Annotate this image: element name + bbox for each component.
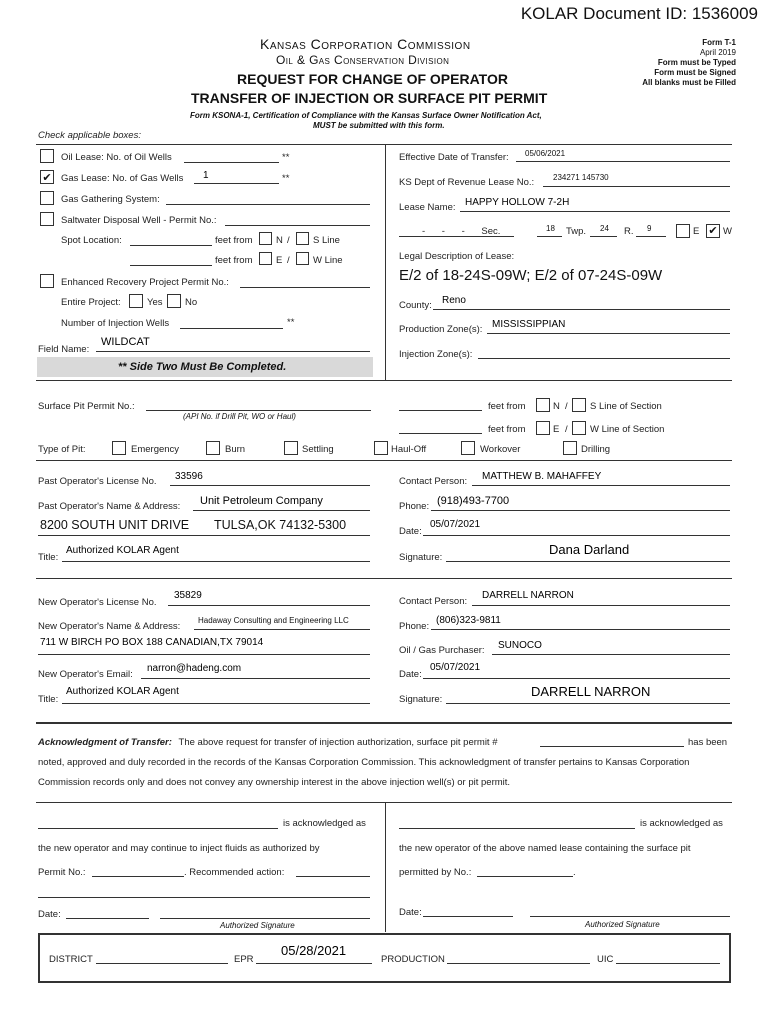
pit-ew-slash: / xyxy=(565,424,568,435)
form-subtitle-1: Form KSONA-1, Certification of Compliance with the Kansas Surface Owner Notification Act, xyxy=(190,111,542,120)
production-zone-field[interactable] xyxy=(487,333,730,334)
pit-permit-label: Surface Pit Permit No.: xyxy=(38,401,135,412)
field-name-label: Field Name: xyxy=(38,344,90,355)
footer-district-label: DISTRICT xyxy=(49,954,93,965)
footer-production-field[interactable] xyxy=(447,963,590,964)
pit-section-rule xyxy=(36,460,732,461)
oil-wells-field[interactable] xyxy=(184,162,279,163)
sec-label: - - - Sec. xyxy=(422,226,501,237)
spot-s-checkbox[interactable] xyxy=(296,232,309,245)
section-bottom-rule xyxy=(36,380,732,381)
pit-type-workover-checkbox[interactable] xyxy=(461,441,475,455)
footer-epr-date: 05/28/2021 xyxy=(281,943,347,958)
lease-name-label: Lease Name: xyxy=(399,202,456,213)
twp-label: Twp. xyxy=(566,226,587,237)
spot-e-label: E xyxy=(276,255,283,266)
past-section-rule xyxy=(36,578,732,579)
pit-e-checkbox[interactable] xyxy=(536,421,550,435)
new-name-field[interactable] xyxy=(194,629,370,630)
ack-left-permit-field[interactable] xyxy=(92,876,184,877)
gas-wells-field[interactable] xyxy=(194,183,279,184)
effective-date-label: Effective Date of Transfer: xyxy=(399,152,509,163)
spot-n-checkbox[interactable] xyxy=(259,232,272,245)
form-title-1: REQUEST FOR CHANGE OF OPERATOR xyxy=(237,71,508,87)
gas-lease-label: Gas Lease: No. of Gas Wells xyxy=(61,173,184,184)
entire-project-label: Entire Project: xyxy=(61,297,121,308)
pit-n-checkbox[interactable] xyxy=(536,398,550,412)
ack-right-period: . xyxy=(573,867,576,878)
lease-name-value: HAPPY HOLLOW 7-2H xyxy=(465,197,570,208)
ack-left-rec-action: . Recommended action: xyxy=(184,867,285,878)
new-date-field[interactable] xyxy=(423,678,730,679)
ack-divider xyxy=(385,802,386,932)
spot-n-label: N xyxy=(276,235,283,246)
range-w-label: W xyxy=(723,226,732,237)
ack-left-continue: the new operator and may continue to inject fluids as authorized by xyxy=(38,843,320,854)
ack-left-permit-label: Permit No.: xyxy=(38,867,86,878)
legal-desc-label: Legal Description of Lease: xyxy=(399,251,515,262)
new-email-value: narron@hadeng.com xyxy=(147,663,242,674)
new-email-label: New Operator's Email: xyxy=(38,669,133,680)
ack-left-rec-action-field[interactable] xyxy=(296,876,370,877)
new-contact-label: Contact Person: xyxy=(399,596,468,607)
past-date-label: Date: xyxy=(399,526,422,537)
pit-type-settling-label: Settling xyxy=(302,444,334,455)
range-label: R. xyxy=(624,226,634,237)
new-name-label: New Operator's Name & Address: xyxy=(38,621,181,632)
pit-type-hauloff-checkbox[interactable] xyxy=(374,441,388,455)
ack-right-date-label: Date: xyxy=(399,907,422,918)
pit-type-emergency-checkbox[interactable] xyxy=(112,441,126,455)
new-title-label: Title: xyxy=(38,694,59,705)
county-field[interactable] xyxy=(433,309,730,310)
pit-type-settling-checkbox[interactable] xyxy=(284,441,298,455)
lease-name-field[interactable] xyxy=(460,211,730,212)
form-note-typed: Form must be Typed xyxy=(657,58,736,67)
ack-left-auth-sig: Authorized Signature xyxy=(220,921,295,930)
new-purchaser-label: Oil / Gas Purchaser: xyxy=(399,645,485,656)
pit-s-label: S Line of Section xyxy=(590,401,662,412)
new-signature-field[interactable] xyxy=(446,703,730,704)
pit-type-burn-checkbox[interactable] xyxy=(206,441,220,455)
twp-field[interactable] xyxy=(590,236,617,237)
pit-ew-feet-field[interactable] xyxy=(399,433,482,434)
injection-zone-field[interactable] xyxy=(478,358,730,359)
effective-date-field[interactable] xyxy=(516,161,730,162)
spot-ew-feet-field[interactable] xyxy=(130,265,212,266)
footer-uic-field[interactable] xyxy=(616,963,720,964)
ack-pit-permit-field[interactable] xyxy=(540,746,684,747)
range-value: 9 xyxy=(647,224,652,233)
range-field[interactable] xyxy=(636,236,666,237)
new-date-value: 05/07/2021 xyxy=(430,662,481,673)
past-title-field[interactable] xyxy=(62,561,370,562)
pit-n-label: N xyxy=(553,401,560,412)
section-top-rule xyxy=(36,144,732,145)
oil-lease-label: Oil Lease: No. of Oil Wells xyxy=(61,152,172,163)
ack-right-signature-field[interactable] xyxy=(530,916,730,917)
num-injection-wells-label: Number of Injection Wells xyxy=(61,318,170,329)
past-address-line1: 8200 SOUTH UNIT DRIVE xyxy=(40,518,190,532)
past-name-field[interactable] xyxy=(193,510,370,511)
pit-type-hauloff-label: Haul-Off xyxy=(391,444,427,455)
oil-lease-checkbox[interactable] xyxy=(40,149,54,163)
entire-project-yes-label: Yes xyxy=(147,297,163,308)
pit-feet-from-ew: feet from xyxy=(488,424,526,435)
past-title-label: Title: xyxy=(38,552,59,563)
ack-left-signature-field[interactable] xyxy=(160,918,370,919)
new-contact-field[interactable] xyxy=(472,605,730,606)
spot-feet-from-ns: feet from xyxy=(215,235,253,246)
ks-lease-value: 234271 145730 xyxy=(553,173,609,182)
new-phone-value: (806)323-9811 xyxy=(436,615,501,626)
spot-ew-slash: / xyxy=(287,255,290,266)
section-divider xyxy=(385,144,386,380)
ack-heading: Acknowledgment of Transfer: xyxy=(38,737,172,748)
gas-gathering-checkbox[interactable] xyxy=(40,191,54,205)
spot-s-label: S Line xyxy=(313,235,340,246)
ack-right-permitted-by: permitted by No.: xyxy=(399,867,472,878)
past-license-label: Past Operator's License No. xyxy=(38,476,157,487)
past-contact-value: MATTHEW B. MAHAFFEY xyxy=(482,471,602,482)
county-value: Reno xyxy=(442,295,466,306)
epr-label: Enhanced Recovery Project Permit No.: xyxy=(61,277,229,288)
ack-text-1: The above request for transfer of injection authorization, surface pit permit # xyxy=(178,737,498,748)
pit-api-note: (API No. if Drill Pit, WO or Haul) xyxy=(183,412,296,421)
range-e-checkbox[interactable] xyxy=(676,224,690,238)
new-purchaser-field[interactable] xyxy=(492,654,730,655)
new-date-label: Date: xyxy=(399,669,422,680)
pit-type-drilling-checkbox[interactable] xyxy=(563,441,577,455)
gas-wells-suffix: ** xyxy=(282,173,290,184)
ack-text-2: noted, approved and duly recorded in the records of the Kansas Corporation Commission. This acknowledgment of transfer pertains to Kansas Corporation xyxy=(38,757,690,768)
pit-type-label: Type of Pit: xyxy=(38,444,86,455)
ack-left-date-label: Date: xyxy=(38,909,61,920)
ack-left-blank-line[interactable] xyxy=(38,897,370,898)
oil-wells-suffix: ** xyxy=(282,152,290,163)
past-signature-field[interactable] xyxy=(446,561,730,562)
footer-epr-label: EPR xyxy=(234,954,254,965)
ack-left-operator-field[interactable] xyxy=(38,828,278,829)
past-phone-label: Phone: xyxy=(399,501,430,512)
production-zone-value: MISSISSIPPIAN xyxy=(492,319,566,330)
past-phone-field[interactable] xyxy=(431,510,730,511)
new-license-value: 35829 xyxy=(174,590,202,601)
past-date-field[interactable] xyxy=(423,535,730,536)
ack-right-auth-sig: Authorized Signature xyxy=(585,920,660,929)
spot-w-checkbox[interactable] xyxy=(296,252,309,265)
spot-ns-slash: / xyxy=(287,235,290,246)
entire-project-no-label: No xyxy=(185,297,198,308)
new-address-value: 711 W BIRCH PO BOX 188 CANADIAN,TX 79014 xyxy=(40,637,264,648)
pit-ns-slash: / xyxy=(565,401,568,412)
new-title-value: Authorized KOLAR Agent xyxy=(66,686,179,697)
form-title-2: TRANSFER OF INJECTION OR SURFACE PIT PERMIT xyxy=(191,90,548,106)
new-license-label: New Operator's License No. xyxy=(38,597,157,608)
past-address-line2: TULSA,OK 74132-5300 xyxy=(214,518,347,532)
range-e-label: E xyxy=(693,226,700,237)
spot-ns-feet-field[interactable] xyxy=(130,245,212,246)
new-phone-label: Phone: xyxy=(399,621,430,632)
check-boxes-label: Check applicable boxes: xyxy=(38,130,141,141)
form-note-signed: Form must be Signed xyxy=(654,68,736,77)
injection-zone-label: Injection Zone(s): xyxy=(399,349,473,360)
entire-project-yes-checkbox[interactable] xyxy=(129,294,143,308)
past-phone-value: (918)493-7700 xyxy=(437,495,510,507)
field-name-value: WILDCAT xyxy=(101,336,150,348)
pit-permit-field[interactable] xyxy=(146,410,371,411)
spot-e-checkbox[interactable] xyxy=(259,252,272,265)
epr-checkbox[interactable] xyxy=(40,274,54,288)
form-note-filled: All blanks must be Filled xyxy=(642,78,736,87)
document-id: KOLAR Document ID: 1536009 xyxy=(520,4,758,23)
past-contact-label: Contact Person: xyxy=(399,476,468,487)
num-injection-wells-field[interactable] xyxy=(180,328,283,329)
footer-uic-label: UIC xyxy=(597,954,614,965)
ack-right-is-ack: is acknowledged as xyxy=(640,818,723,829)
epr-permit-field[interactable] xyxy=(240,287,370,288)
pit-feet-from-ns: feet from xyxy=(488,401,526,412)
footer-production-label: PRODUCTION xyxy=(381,954,445,965)
gas-gathering-field[interactable] xyxy=(166,204,370,205)
past-contact-field[interactable] xyxy=(472,485,730,486)
pit-w-checkbox[interactable] xyxy=(572,421,586,435)
production-zone-label: Production Zone(s): xyxy=(399,324,483,335)
field-name-field[interactable] xyxy=(96,351,370,352)
gas-wells-value: 1 xyxy=(203,170,209,181)
spot-feet-from-ew: feet from xyxy=(215,255,253,266)
swd-checkbox[interactable] xyxy=(40,212,54,226)
past-address-field[interactable] xyxy=(38,535,370,536)
new-signature-value: DARRELL NARRON xyxy=(531,684,651,699)
ack-left-is-ack: is acknowledged as xyxy=(283,818,366,829)
past-title-value: Authorized KOLAR Agent xyxy=(66,545,179,556)
sec-value: 18 xyxy=(546,224,555,233)
spot-w-label: W Line xyxy=(313,255,343,266)
org-name: Kansas Corporation Commission xyxy=(260,36,471,52)
past-license-value: 33596 xyxy=(175,471,203,482)
past-name-label: Past Operator's Name & Address: xyxy=(38,501,181,512)
new-signature-label: Signature: xyxy=(399,694,443,705)
ack-left-date-field[interactable] xyxy=(66,918,149,919)
past-date-value: 05/07/2021 xyxy=(430,519,481,530)
gas-gathering-label: Gas Gathering System: xyxy=(61,194,160,205)
pit-e-label: E xyxy=(553,424,560,435)
county-label: County: xyxy=(399,300,432,311)
ack-text-3: Commission records only and does not convey any ownership interest in the above injection well(s) or pit permit. xyxy=(38,777,511,788)
pit-type-emergency-label: Emergency xyxy=(131,444,180,455)
side-two-note: ** Side Two Must Be Completed. xyxy=(118,361,287,373)
pit-type-workover-label: Workover xyxy=(480,444,521,455)
spot-location-label: Spot Location: xyxy=(61,235,122,246)
new-purchaser-value: SUNOCO xyxy=(498,640,542,651)
effective-date-value: 05/06/2021 xyxy=(525,149,566,158)
legal-desc-value: E/2 of 18-24S-09W; E/2 of 07-24S-09W xyxy=(399,267,663,284)
pit-ns-feet-field[interactable] xyxy=(399,410,482,411)
form-date: April 2019 xyxy=(699,48,736,57)
ack-paragraph-line1 xyxy=(38,737,498,748)
new-section-rule xyxy=(36,722,732,724)
form-subtitle-2: MUST be submitted with this form. xyxy=(313,121,445,130)
ack-text-1-end: has been xyxy=(688,737,728,748)
twp-value: 24 xyxy=(600,224,609,233)
past-signature-value: Dana Darland xyxy=(549,542,630,557)
ack-right-operator-field[interactable] xyxy=(399,828,635,829)
past-name-value: Unit Petroleum Company xyxy=(200,495,323,507)
new-phone-field[interactable] xyxy=(431,629,730,630)
swd-label: Saltwater Disposal Well - Permit No.: xyxy=(61,215,217,226)
pit-w-label: W Line of Section xyxy=(590,424,665,435)
new-address-field[interactable] xyxy=(38,654,370,655)
ack-right-permitted-field[interactable] xyxy=(477,876,573,877)
pit-s-checkbox[interactable] xyxy=(572,398,586,412)
ks-lease-field[interactable] xyxy=(543,186,730,187)
swd-permit-field[interactable] xyxy=(225,225,370,226)
pit-type-burn-label: Burn xyxy=(225,444,246,455)
footer-epr-field[interactable] xyxy=(256,963,372,964)
ks-lease-label: KS Dept of Revenue Lease No.: xyxy=(399,177,535,188)
ack-section-rule xyxy=(36,802,732,803)
ack-right-date-field[interactable] xyxy=(423,916,513,917)
past-license-field[interactable] xyxy=(170,485,370,486)
new-email-field[interactable] xyxy=(141,678,370,679)
pit-type-drilling-label: Drilling xyxy=(581,444,611,455)
num-injection-wells-suffix: ** xyxy=(287,317,295,328)
gas-lease-checkbox[interactable]: ✔ xyxy=(40,170,54,184)
new-contact-value: DARRELL NARRON xyxy=(482,590,574,601)
ack-right-continue: the new operator of the above named lease containing the surface pit xyxy=(399,843,691,854)
new-name-value: Hadaway Consulting and Engineering LLC xyxy=(198,616,349,625)
range-w-checkbox[interactable]: ✔ xyxy=(706,224,720,238)
org-division: Oil & Gas Conservation Division xyxy=(276,53,450,67)
new-license-field[interactable] xyxy=(168,605,370,606)
sec-field[interactable] xyxy=(537,236,562,237)
form-number: Form T-1 xyxy=(702,38,736,47)
entire-project-no-checkbox[interactable] xyxy=(167,294,181,308)
new-title-field[interactable] xyxy=(62,703,370,704)
past-signature-label: Signature: xyxy=(399,552,443,563)
footer-district-field[interactable] xyxy=(96,963,228,964)
